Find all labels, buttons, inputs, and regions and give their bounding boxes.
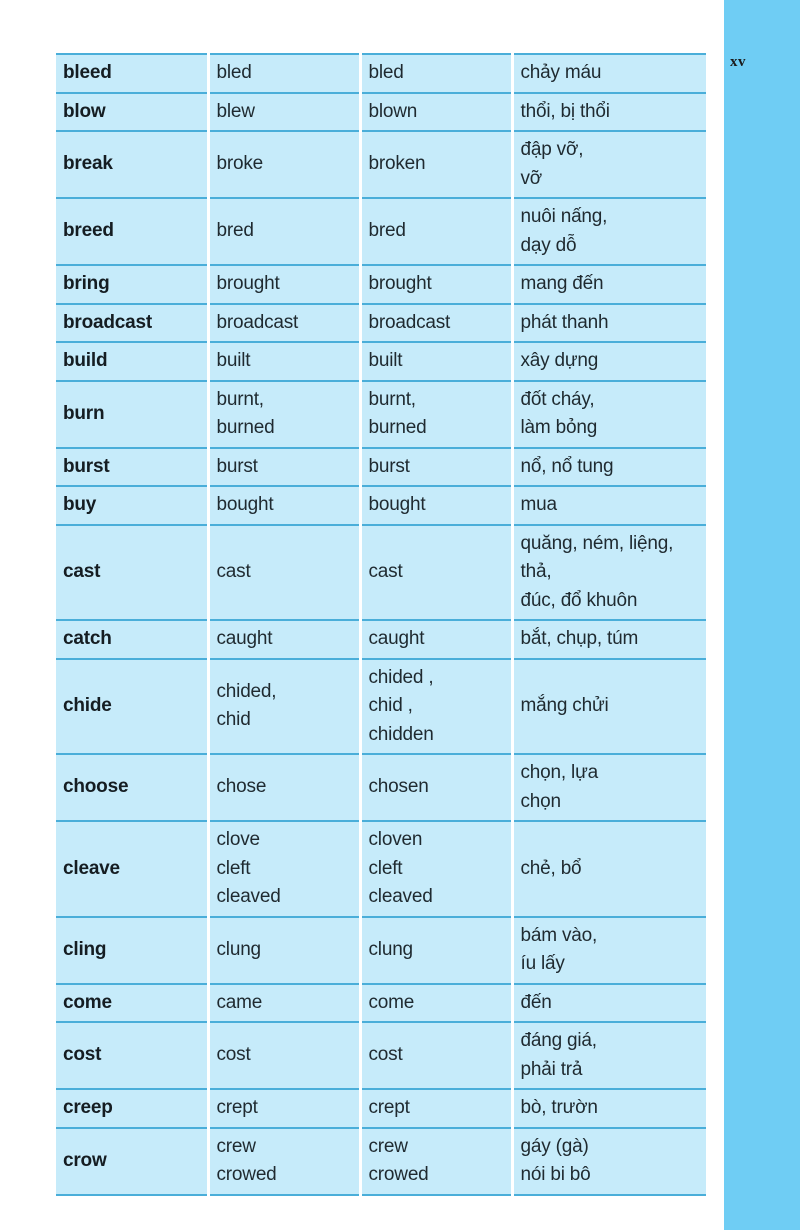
past-simple-cell: chose: [208, 754, 360, 821]
table-row: [56, 93, 706, 132]
meaning-cell: nổ, nổ tung: [512, 448, 706, 487]
table-row: [56, 917, 706, 984]
past-simple-cell: broadcast: [208, 304, 360, 343]
table-row: [56, 381, 706, 448]
table-row: [56, 265, 706, 304]
past-simple-cell: crew crowed: [208, 1128, 360, 1195]
past-participle-cell: crew crowed: [360, 1128, 512, 1195]
base-form-cell: burst: [56, 448, 208, 487]
base-form-cell: breed: [56, 198, 208, 265]
past-simple-cell: broke: [208, 131, 360, 198]
past-participle-cell: brought: [360, 265, 512, 304]
table-row: [56, 448, 706, 487]
base-form-cell: bleed: [56, 54, 208, 93]
past-simple-cell: bought: [208, 486, 360, 525]
base-form-cell: cling: [56, 917, 208, 984]
base-form-cell: cost: [56, 1022, 208, 1089]
past-participle-cell: come: [360, 984, 512, 1023]
table-row: [56, 54, 706, 93]
table-row: [56, 1022, 706, 1089]
base-form-cell: come: [56, 984, 208, 1023]
irregular-verbs-table: [56, 53, 706, 1196]
past-simple-cell: burnt, burned: [208, 381, 360, 448]
meaning-cell: đáng giá, phải trả: [512, 1022, 706, 1089]
past-simple-cell: brought: [208, 265, 360, 304]
past-simple-cell: burst: [208, 448, 360, 487]
table-row: [56, 304, 706, 343]
meaning-cell: gáy (gà) nói bi bô: [512, 1128, 706, 1195]
past-participle-cell: bred: [360, 198, 512, 265]
table-row: [56, 131, 706, 198]
base-form-cell: bring: [56, 265, 208, 304]
past-participle-cell: built: [360, 342, 512, 381]
meaning-cell: đốt cháy, làm bỏng: [512, 381, 706, 448]
table-row: [56, 486, 706, 525]
base-form-cell: blow: [56, 93, 208, 132]
table-row: [56, 1128, 706, 1195]
meaning-cell: đập vỡ, vỡ: [512, 131, 706, 198]
meaning-cell: bò, trườn: [512, 1089, 706, 1128]
past-participle-cell: bled: [360, 54, 512, 93]
table-row: [56, 1089, 706, 1128]
table-row: [56, 342, 706, 381]
base-form-cell: crow: [56, 1128, 208, 1195]
meaning-cell: thổi, bị thổi: [512, 93, 706, 132]
base-form-cell: cast: [56, 525, 208, 621]
meaning-cell: bắt, chụp, túm: [512, 620, 706, 659]
past-simple-cell: came: [208, 984, 360, 1023]
base-form-cell: burn: [56, 381, 208, 448]
past-participle-cell: broken: [360, 131, 512, 198]
base-form-cell: catch: [56, 620, 208, 659]
table-row: [56, 821, 706, 917]
past-participle-cell: bought: [360, 486, 512, 525]
past-participle-cell: burnt, burned: [360, 381, 512, 448]
past-participle-cell: caught: [360, 620, 512, 659]
past-simple-cell: bled: [208, 54, 360, 93]
meaning-cell: mua: [512, 486, 706, 525]
past-participle-cell: crept: [360, 1089, 512, 1128]
base-form-cell: creep: [56, 1089, 208, 1128]
base-form-cell: build: [56, 342, 208, 381]
page-number: xv: [730, 54, 746, 70]
past-participle-cell: cloven cleft cleaved: [360, 821, 512, 917]
past-simple-cell: caught: [208, 620, 360, 659]
past-participle-cell: chosen: [360, 754, 512, 821]
past-participle-cell: chided , chid , chidden: [360, 659, 512, 755]
meaning-cell: bám vào, íu lấy: [512, 917, 706, 984]
past-simple-cell: blew: [208, 93, 360, 132]
base-form-cell: broadcast: [56, 304, 208, 343]
meaning-cell: phát thanh: [512, 304, 706, 343]
table-row: [56, 659, 706, 755]
meaning-cell: quăng, ném, liệng, thả, đúc, đổ khuôn: [512, 525, 706, 621]
past-simple-cell: cast: [208, 525, 360, 621]
base-form-cell: break: [56, 131, 208, 198]
base-form-cell: cleave: [56, 821, 208, 917]
past-participle-cell: cast: [360, 525, 512, 621]
meaning-cell: chẻ, bổ: [512, 821, 706, 917]
table-row: [56, 620, 706, 659]
table-row: [56, 754, 706, 821]
past-participle-cell: blown: [360, 93, 512, 132]
meaning-cell: xây dựng: [512, 342, 706, 381]
meaning-cell: đến: [512, 984, 706, 1023]
past-simple-cell: built: [208, 342, 360, 381]
past-participle-cell: broadcast: [360, 304, 512, 343]
verb-table-body: [56, 54, 706, 1195]
meaning-cell: mắng chửi: [512, 659, 706, 755]
base-form-cell: buy: [56, 486, 208, 525]
past-participle-cell: clung: [360, 917, 512, 984]
past-simple-cell: cost: [208, 1022, 360, 1089]
meaning-cell: chảy máu: [512, 54, 706, 93]
past-simple-cell: clung: [208, 917, 360, 984]
past-participle-cell: burst: [360, 448, 512, 487]
table-row: [56, 198, 706, 265]
past-participle-cell: cost: [360, 1022, 512, 1089]
past-simple-cell: chided, chid: [208, 659, 360, 755]
table-row: [56, 525, 706, 621]
meaning-cell: mang đến: [512, 265, 706, 304]
meaning-cell: nuôi nấng, dạy dỗ: [512, 198, 706, 265]
past-simple-cell: bred: [208, 198, 360, 265]
side-color-strip: [724, 0, 800, 1230]
meaning-cell: chọn, lựa chọn: [512, 754, 706, 821]
past-simple-cell: clove cleft cleaved: [208, 821, 360, 917]
table-row: [56, 984, 706, 1023]
past-simple-cell: crept: [208, 1089, 360, 1128]
base-form-cell: choose: [56, 754, 208, 821]
base-form-cell: chide: [56, 659, 208, 755]
